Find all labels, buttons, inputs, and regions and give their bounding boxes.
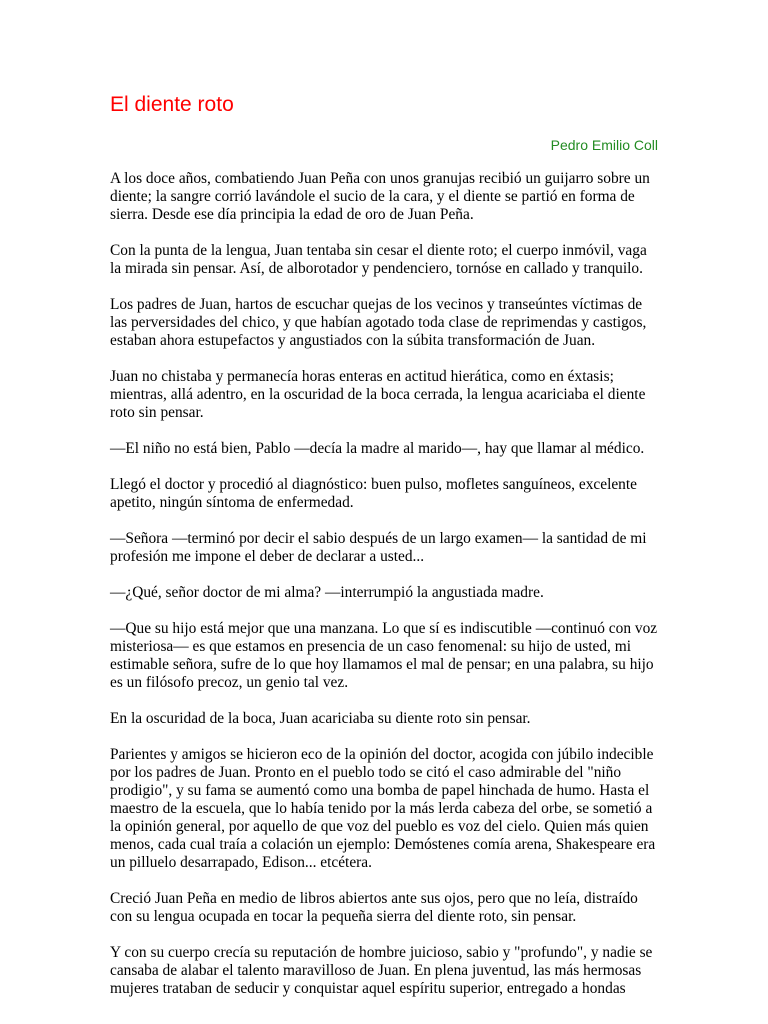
paragraph: Con la punta de la lengua, Juan tentaba sin cesar el diente roto; el cuerpo inmóvil, vaga la mirada sin pensar. Así, de alborotador y pendenciero, tornóse en callado y tranquilo.: [110, 242, 647, 277]
paragraph: Y con su cuerpo crecía su reputación de hombre juicioso, sabio y "profundo", y nadie se cansaba de alabar el talento maravilloso de Juan. En plena juventud, las más hermosas mujeres trataban de seducir y conquistar aquel espíritu superior, entregado a hondas: [110, 944, 653, 997]
document-title: El diente roto: [110, 93, 234, 116]
paragraph: Parientes y amigos se hicieron eco de la opinión del doctor, acogida con júbilo indecible por los padres de Juan. Pronto en el pueblo todo se citó el caso admirable del "niño prodigio", y su fama se aumentó como una bomba de papel hinchada de humo. Hasta el maestro de la escuela, que lo había tenido por la más lerda cabeza del orbe, se sometió a la opinión general, por aquello de que voz del pueblo es voz del cielo. Quien más quien menos, cada cual traía a colación un ejemplo: Demóstenes comía arena, Shakespeare era un pilluelo desarrapado, Edison... etcétera.: [110, 746, 656, 871]
paragraph: A los doce años, combatiendo Juan Peña con unos granujas recibió un guijarro sobre un diente; la sangre corrió lavándole el sucio de la cara, y el diente se partió en forma de sierra. Desde ese día principia la edad de oro de Juan Peña.: [110, 170, 650, 223]
paragraph: En la oscuridad de la boca, Juan acariciaba su diente roto sin pensar.: [110, 710, 531, 727]
paragraph: —¿Qué, señor doctor de mi alma? —interrumpió la angustiada madre.: [110, 584, 544, 601]
paragraph: —El niño no está bien, Pablo —decía la madre al marido—, hay que llamar al médico.: [110, 440, 645, 457]
paragraph: Creció Juan Peña en medio de libros abiertos ante sus ojos, pero que no leía, distraído con su lengua ocupada en tocar la pequeña sierra del diente roto, sin pensar.: [110, 890, 638, 925]
paragraph: Juan no chistaba y permanecía horas enteras en actitud hierática, como en éxtasis; mientras, allá adentro, en la oscuridad de la boca cerrada, la lengua acariciaba el diente roto sin pensar.: [110, 368, 646, 421]
paragraph: Llegó el doctor y procedió al diagnóstico: buen pulso, mofletes sanguíneos, excelente apetito, ningún síntoma de enfermedad.: [110, 476, 637, 511]
paragraph: Los padres de Juan, hartos de escuchar quejas de los vecinos y transeúntes víctimas de las perversidades del chico, y que habían agotado toda clase de reprimendas y castigos, estaban ahora estupefactos y angustiados con la súbita transformación de Juan.: [110, 296, 647, 349]
document-author: Pedro Emilio Coll: [550, 137, 658, 153]
paragraph: —Que su hijo está mejor que una manzana. Lo que sí es indiscutible —continuó con voz misteriosa— es que estamos en presencia de un caso fenomenal: su hijo de usted, mi estimable señora, sufre de lo que hoy llamamos el mal de pensar; en una palabra, su hijo es un filósofo precoz, un genio tal vez.: [110, 620, 658, 691]
document-body: [110, 170, 658, 1016]
paragraph: —Señora —terminó por decir el sabio después de un largo examen— la santidad de mi profesión me impone el deber de declarar a usted...: [110, 530, 647, 565]
